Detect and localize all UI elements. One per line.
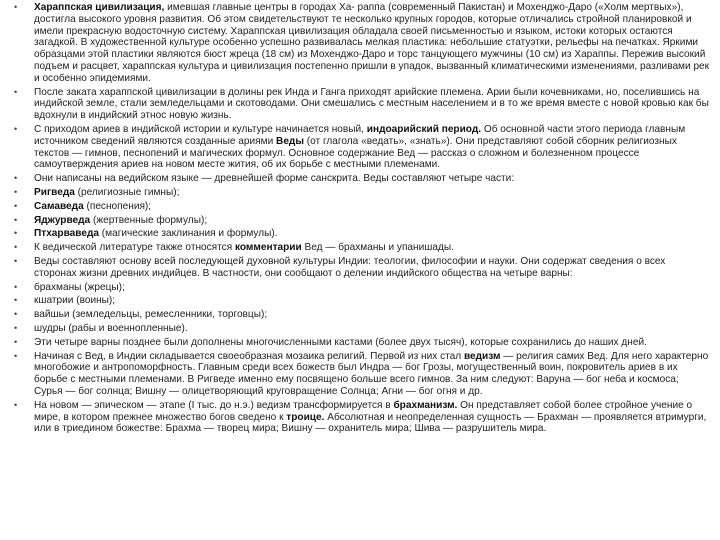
text-segment: (религиозные гимны); [74, 186, 180, 198]
text-segment: — религия самих Вед. Для него характерно многобожие и антропоморфность. Главным среди всех божеств был Индра — бог Грозы, могущественный воин, покровитель ариев в их борьбе с местными племенами. В Ригведе именно ему посвящено больше всего гимнов. За ним следуют: Варуна — бог неба и космоса; Сурья — бог солнца; Вишну — олицетворяющий круговращение Солнца; Агни — бог огня и др. [34, 350, 709, 397]
bullet-list [14, 2, 710, 437]
text-segment: Эти четыре варны позднее были дополнены многочисленными кастами (более двух тысяч), которые сохранились до наших дней. [34, 336, 647, 348]
bullet-icon: • [14, 200, 18, 211]
text-segment: вайшьи (земледельцы, ремесленники, торговцы); [34, 309, 268, 321]
text-segment: После заката хараппской цивилизации в долины рек Инда и Ганга приходят арийские племена. Арии были кочевниками, но, поселившись на индийской земле, стали земледельцами и скотоводами. Они смешались с местным населением и в то же время вместе с новой кровью как бы вдохнули в индийский этнос новую жизнь. [34, 86, 709, 122]
list-item [14, 242, 710, 254]
list-item [14, 337, 710, 349]
text-segment: (песнопения); [83, 200, 152, 212]
bullet-icon: • [14, 281, 18, 292]
list-item [14, 215, 710, 227]
bold-term: индоарийский период. [366, 123, 482, 135]
text-segment: (жертвенные формулы); [90, 214, 208, 226]
text-segment: брахманы (жрецы); [34, 281, 125, 293]
bold-term: ведизм [463, 350, 501, 362]
bold-term: брахманизм. [393, 399, 458, 411]
bullet-icon: • [14, 242, 18, 253]
list-item [14, 309, 710, 321]
list-item [14, 323, 710, 335]
bold-term: Птхарваведа [34, 228, 99, 240]
bullet-icon: • [14, 123, 18, 134]
text-segment: (от глагола «ведать», «знать»). Они представляют собой сборник религиозных текстов — гимнов, песнопений и магических формул. Основное содержание Вед — рассказ о сложном и болезненном процессе самоутверждения ариев на новом месте жития, об их борьбе с местными племенами. [34, 135, 677, 171]
list-item [14, 201, 710, 213]
list-item [14, 187, 710, 199]
text-segment: кшатрии (воины); [34, 295, 116, 307]
list-item [14, 228, 710, 240]
text-segment: Вед — брахманы и упанишады. [301, 242, 454, 254]
bold-term: Самаведа [34, 200, 84, 212]
text-segment: На новом — эпическом — этапе (I тыс. до н.э.) ведизм трансформируется в [34, 399, 394, 411]
text-segment: Начиная с Вед, в Индии складывается своеобразная мозаика религий. Первой из них стал [34, 350, 464, 362]
bullet-icon: • [14, 86, 18, 97]
text-segment: Об основной части этого периода главным источником сведений являются созданные ариями [34, 123, 686, 147]
text-segment: Они написаны на ведийском языке — древнейшей форме санскрита. Веды составляют четыре части: [34, 173, 515, 185]
text-segment: К ведической литературе также относятся [34, 242, 235, 254]
list-item [14, 173, 710, 185]
bullet-icon: • [14, 255, 18, 266]
bold-term: Ригведа [34, 186, 75, 198]
list-item [14, 351, 710, 398]
list-item [14, 2, 710, 85]
bullet-icon: • [14, 350, 18, 361]
text-segment: Абсолютная и неопределенная сущность — Брахман — проявляется втримурги, или в триедином божестве: Брахма — творец мира; Вишну — охранитель мира; Шива — разрушитель мира. [34, 411, 707, 435]
bullet-icon: • [14, 173, 18, 184]
text-segment: имевшая главные центры в городах Ха- раппа (современный Пакистан) и Мохенджо-Даро («Холм мертвых»), достигла высокого уровня развития. Об этом свидетельствуют те несколько крупных городов, которые отличались стройной планировкой и имели прекрасную водосточную систему. Хараппская цивилизация обладала своей письменностью и языком, истоки которых остаются загадкой. В художественной культуре особенно успешно развивалась мелкая пластика: небольшие статуэтки, рельефы на печатках. Яркими образцами этой пластики являются бюст жреца (18 см) из Мохенджо-Даро и торс танцующего мужчины (10 см) из Хараппы. Пережив высокий подъем и расцвет, хараппская культура и цивилизация постепенно пришли в упадок, вызванный климатическими изменениями, разливами рек и особенно эпидемиями. [34, 2, 710, 84]
bullet-icon: • [14, 214, 18, 225]
text-segment: Веды составляют основу всей последующей духовной культуры Индии: теологии, философии и науки. Они содержат сведения о всех сторонах жизни древних индийцев. В частности, они сообщают о делении индийского общества на четыре варны: [34, 255, 666, 279]
text-segment: Он представляет собой более стройное учение о мире, в котором прежнее множество богов сведено к [34, 399, 693, 423]
bullet-icon: • [14, 399, 18, 410]
bullet-icon: • [14, 2, 18, 12]
bold-term: Хараппская цивилизация, [34, 2, 165, 13]
bold-term: Яджурведа [34, 214, 91, 226]
text-segment: (магические заклинания и формулы). [98, 228, 278, 240]
bullet-icon: • [14, 309, 18, 320]
bold-term: Веды [276, 135, 304, 147]
list-item [14, 87, 710, 122]
bold-term: троице. [286, 411, 325, 423]
list-item [14, 282, 710, 294]
bullet-icon: • [14, 186, 18, 197]
text-segment: шудры (рабы и военнопленные). [34, 322, 188, 334]
bullet-icon: • [14, 336, 18, 347]
list-item [14, 295, 710, 307]
list-item [14, 400, 710, 435]
list-item [14, 256, 710, 280]
bullet-icon: • [14, 295, 18, 306]
bullet-icon: • [14, 228, 18, 239]
bullet-icon: • [14, 322, 18, 333]
bold-term: комментарии [234, 242, 302, 254]
list-item [14, 124, 710, 171]
text-segment: С приходом ариев в индийской истории и культуре начинается новый, [34, 123, 367, 135]
